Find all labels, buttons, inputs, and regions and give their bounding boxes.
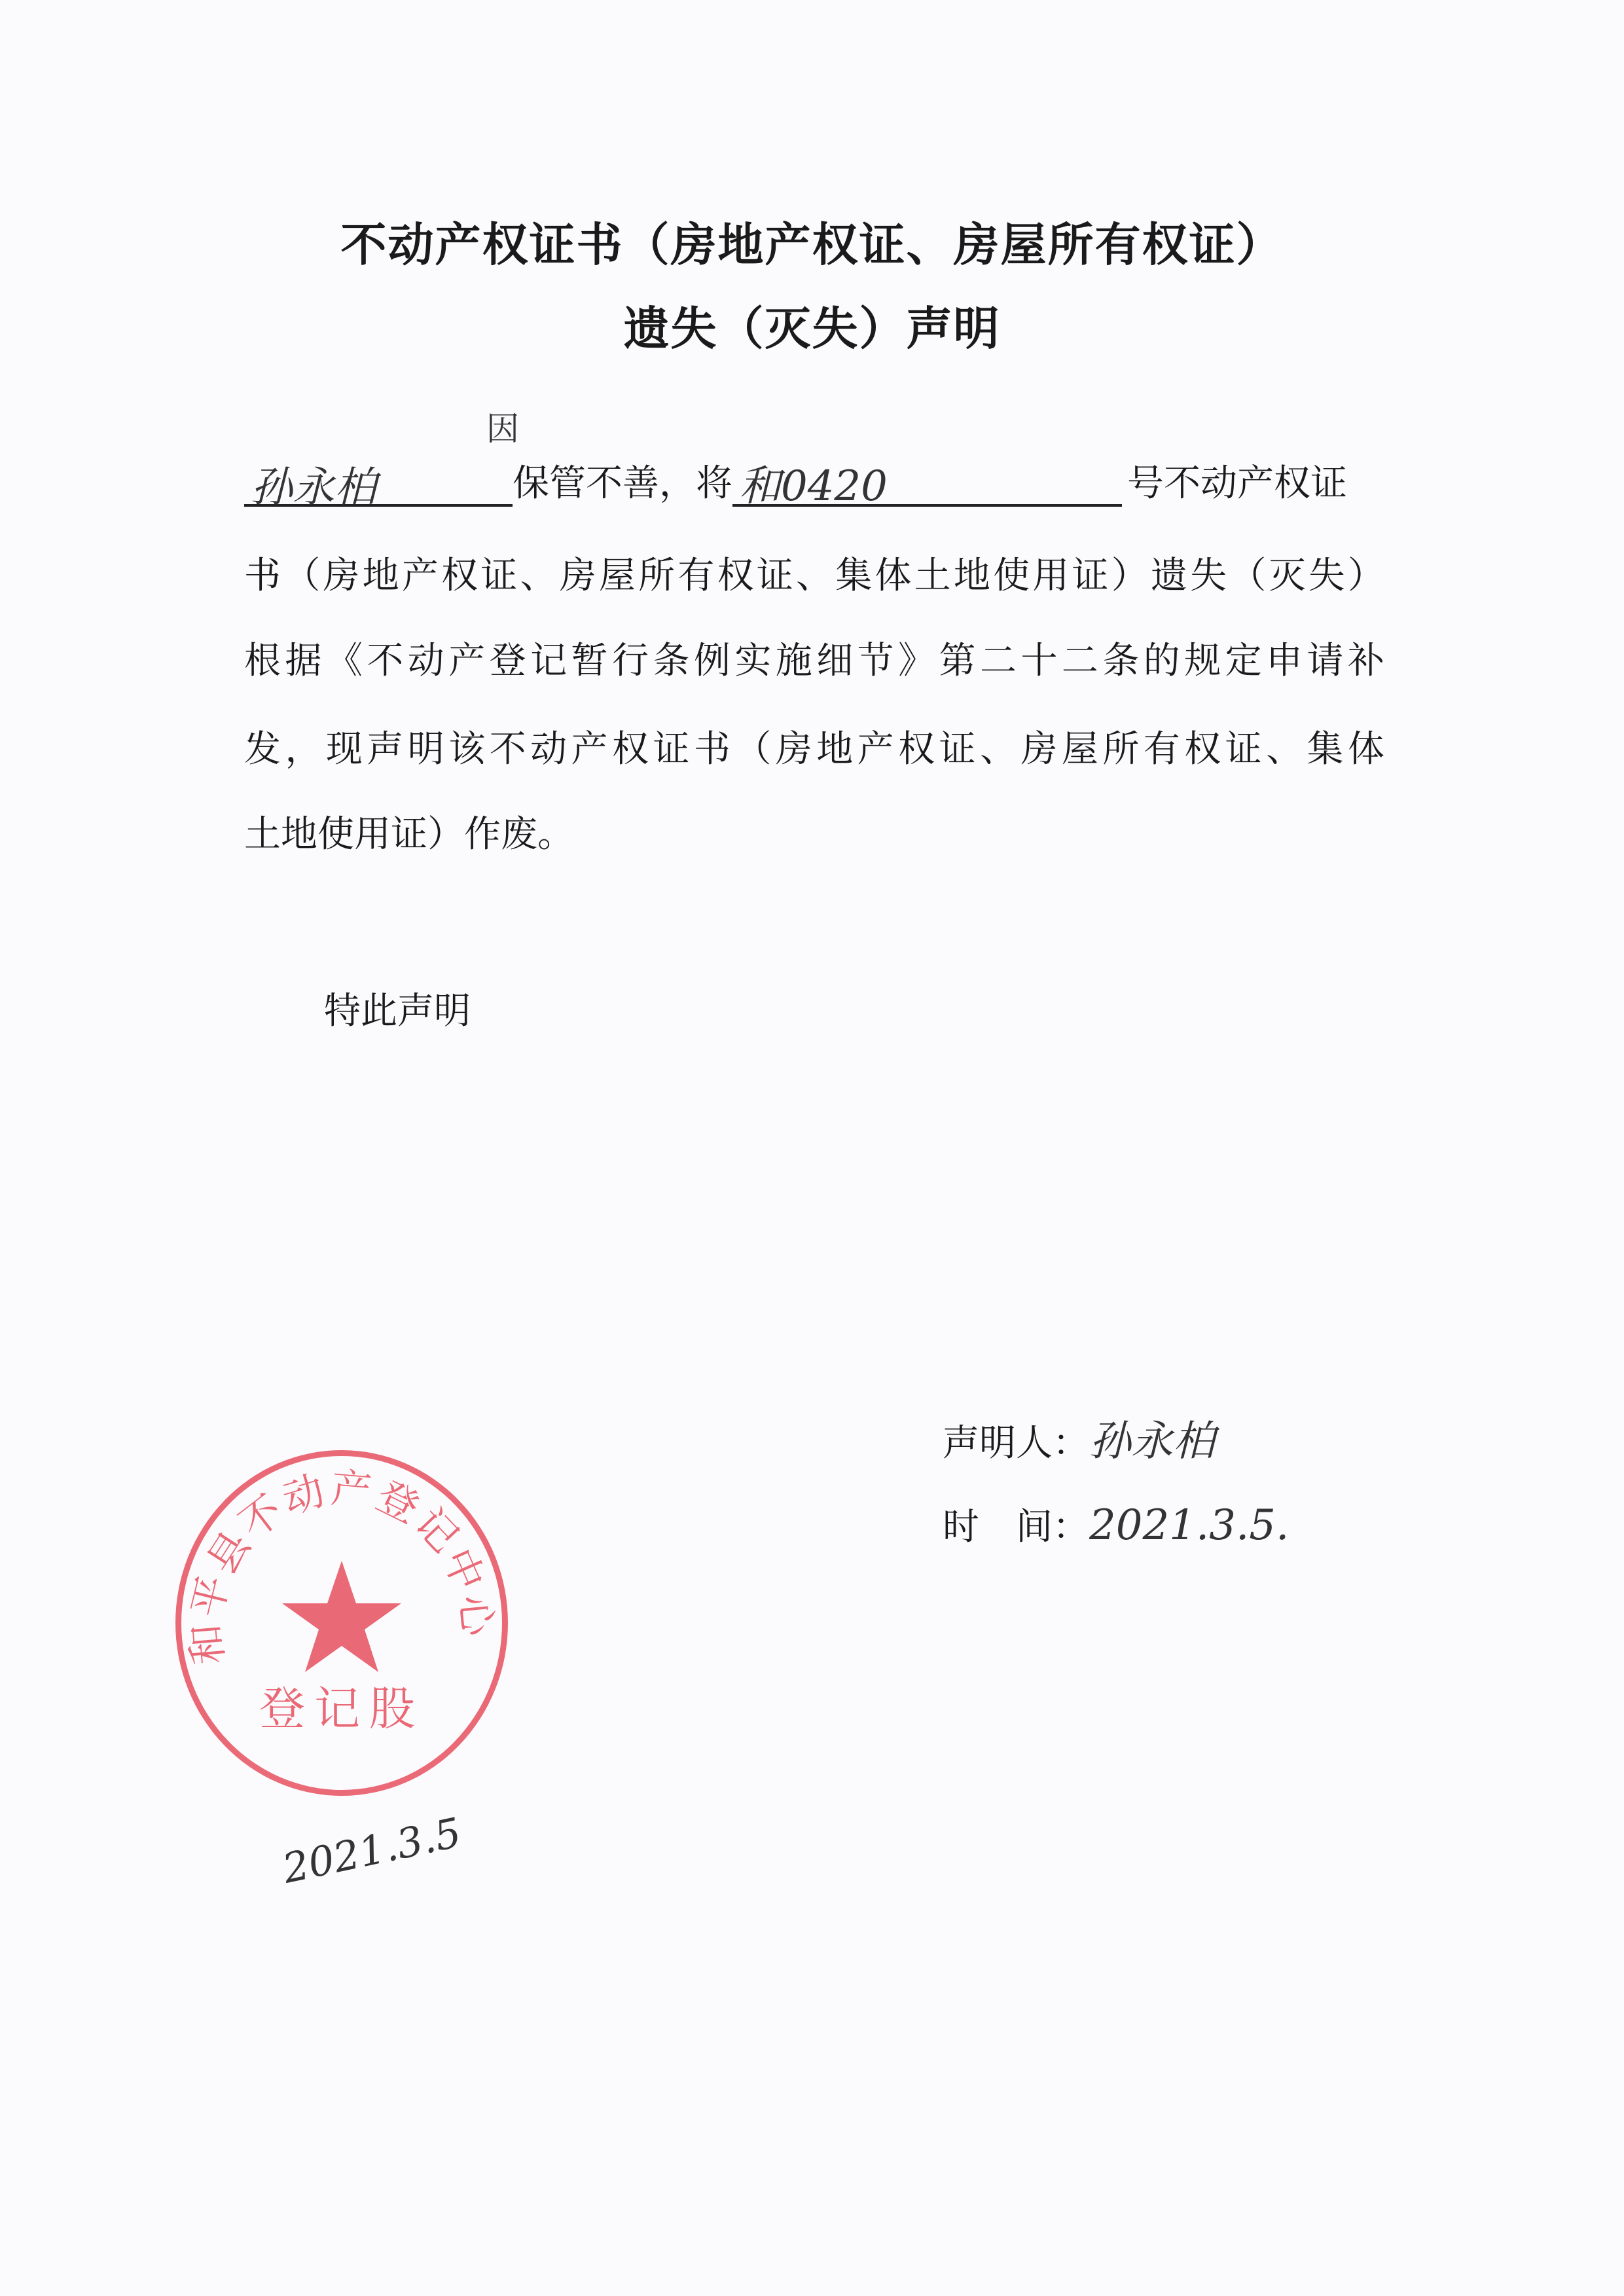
declarant-row <box>943 1408 1215 1468</box>
seal-org-text: 和平县不动产登记中心 <box>181 1463 502 1667</box>
body-line-1 <box>244 410 1384 512</box>
declarant-handwriting: 孙永柏 <box>251 464 376 512</box>
seal-handwritten-date: 2021.3.5 <box>278 1808 465 1893</box>
body-line-5: 土地使用证）作废。 <box>244 813 574 856</box>
closing-statement: 特此声明 <box>324 990 471 1032</box>
declarant-field <box>244 410 519 512</box>
certificate-number-handwriting: 和0420 <box>739 462 888 511</box>
certificate-number-field <box>732 458 1122 511</box>
body-line-2: 书（房地产权证、房屋所有权证、集体土地使用证）遗失（灭失） <box>244 555 1384 597</box>
date-row <box>943 1498 1289 1550</box>
inserted-character: 因 <box>486 410 519 448</box>
document-title-line2: 遗失（灭失）声明 <box>623 301 1001 355</box>
declarant-label: 声明人： <box>943 1422 1089 1465</box>
document-title-line1: 不动产权证书（房地产权证、房屋所有权证） <box>340 217 1284 272</box>
body-line-3: 根据《不动产登记暂行条例实施细节》第二十二条的规定申请补 <box>244 640 1384 682</box>
official-seal <box>175 1450 508 1796</box>
body-text-1: 保管不善，将 <box>513 462 732 505</box>
seal-graphic <box>181 1456 502 1790</box>
seal-dept-text: 登记股 <box>259 1682 424 1736</box>
declarant-signature: 孙永柏 <box>1089 1417 1215 1466</box>
date-label: 时 间： <box>943 1506 1089 1548</box>
date-handwriting: 2021.3.5. <box>1089 1501 1290 1550</box>
body-text-2: 号不动产权证 <box>1127 462 1347 505</box>
star-icon <box>282 1561 401 1672</box>
body-line-4: 发，现声明该不动产权证书（房地产权证、房屋所有权证、集体 <box>244 728 1384 771</box>
